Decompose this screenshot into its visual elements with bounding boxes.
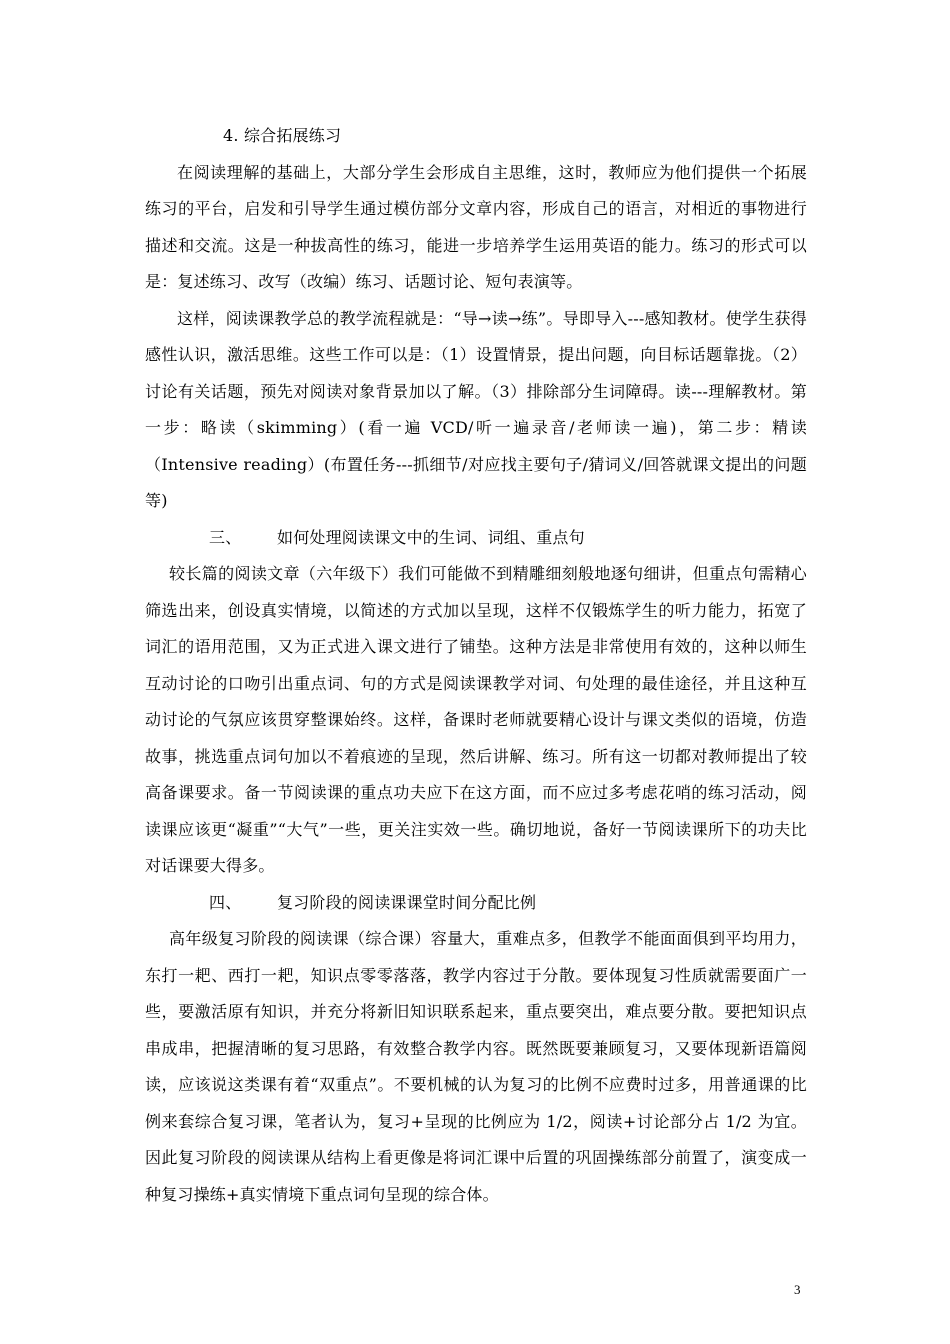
paragraph-teaching-flow: 这样，阅读课教学总的教学流程就是：“导→读→练”。导即导入---感知教材。使学生获得感性认识，激活思维。这些工作可以是：（1）设置情景，提出问题，向目标话题靠拢。（2）讨论有关话题，预先对阅读对象背景加以了解。（3）排除部分生词障碍。读---理解教材。第一步：略读（skimming）(看一遍 VCD/听一遍录音/老师读一遍)，第二步：精读（Intensive reading）(布置任务---抓细节/对应找主要句子/猜词义/回答就课文提出的问题等) [145, 308, 807, 510]
section-number: 三、 [209, 527, 242, 547]
section-heading-3 [145, 520, 807, 557]
section-heading-4 [145, 885, 807, 922]
body-text [145, 118, 807, 1213]
paragraph-extension-practice: 在阅读理解的基础上，大部分学生会形成自主思维，这时，教师应为他们提供一个拓展练习的平台，启发和引导学生通过模仿部分文章内容，形成自己的语言，对相近的事物进行描述和交流。这是一种拔高性的练习，能进一步培养学生运用英语的能力。练习的形式可以是：复述练习、改写（改编）练习、话题讨论、短句表演等。 [145, 162, 807, 291]
paragraph-review-stage: 高年级复习阶段的阅读课（综合课）容量大，重难点多，但教学不能面面俱到平均用力，东打一耙、西打一耙，知识点零零落落，教学内容过于分散。要体现复习性质就需要面广一些，要激活原有知识，并充分将新旧知识联系起来，重点要突出，难点要分散。要把知识点串成串，把握清晰的复习思路，有效整合教学内容。既然既要兼顾复习，又要体现新语篇阅读，应该说这类课有着“双重点”。不要机械的认为复习的比例不应费时过多，用普通课的比例来套综合复习课，笔者认为，复习+呈现的比例应为 1/2，阅读+讨论部分占 1/2 为宜。因此复习阶段的阅读课从结构上看更像是将词汇课中后置的巩固操练部分前置了，演变成一种复习操练+真实情境下重点词句呈现的综合体。 [145, 929, 807, 1204]
paragraph-vocabulary: 较长篇的阅读文章（六年级下）我们可能做不到精雕细刻般地逐句细讲，但重点句需精心筛选出来，创设真实情境，以简述的方式加以呈现，这样不仅锻炼学生的听力能力，拓宽了词汇的语用范围，又为正式进入课文进行了铺垫。这种方法是非常使用有效的，这种以师生互动讨论的口吻引出重点词、句的方式是阅读课教学对词、句处理的最佳途径，并且这种互动讨论的气氛应该贯穿整课始终。这样，备课时老师就要精心设计与课文类似的语境，仿造故事，挑选重点词句加以不着痕迹的呈现，然后讲解、练习。所有这一切都对教师提出了较高备课要求。备一节阅读课的重点功夫应下在这方面，而不应过多考虑花哨的练习活动，阅读课应该更“凝重”“大气”一些，更关注实效一些。确切地说，备好一节阅读课所下的功夫比对话课要大得多。 [145, 564, 807, 875]
section-title: 如何处理阅读课文中的生词、词组、重点句 [277, 527, 585, 547]
section-number: 四、 [209, 892, 242, 912]
section-title: 复习阶段的阅读课课堂时间分配比例 [277, 892, 537, 912]
page-number: 3 [794, 1282, 801, 1297]
subsection-heading: 4. 综合拓展练习 [223, 126, 342, 145]
